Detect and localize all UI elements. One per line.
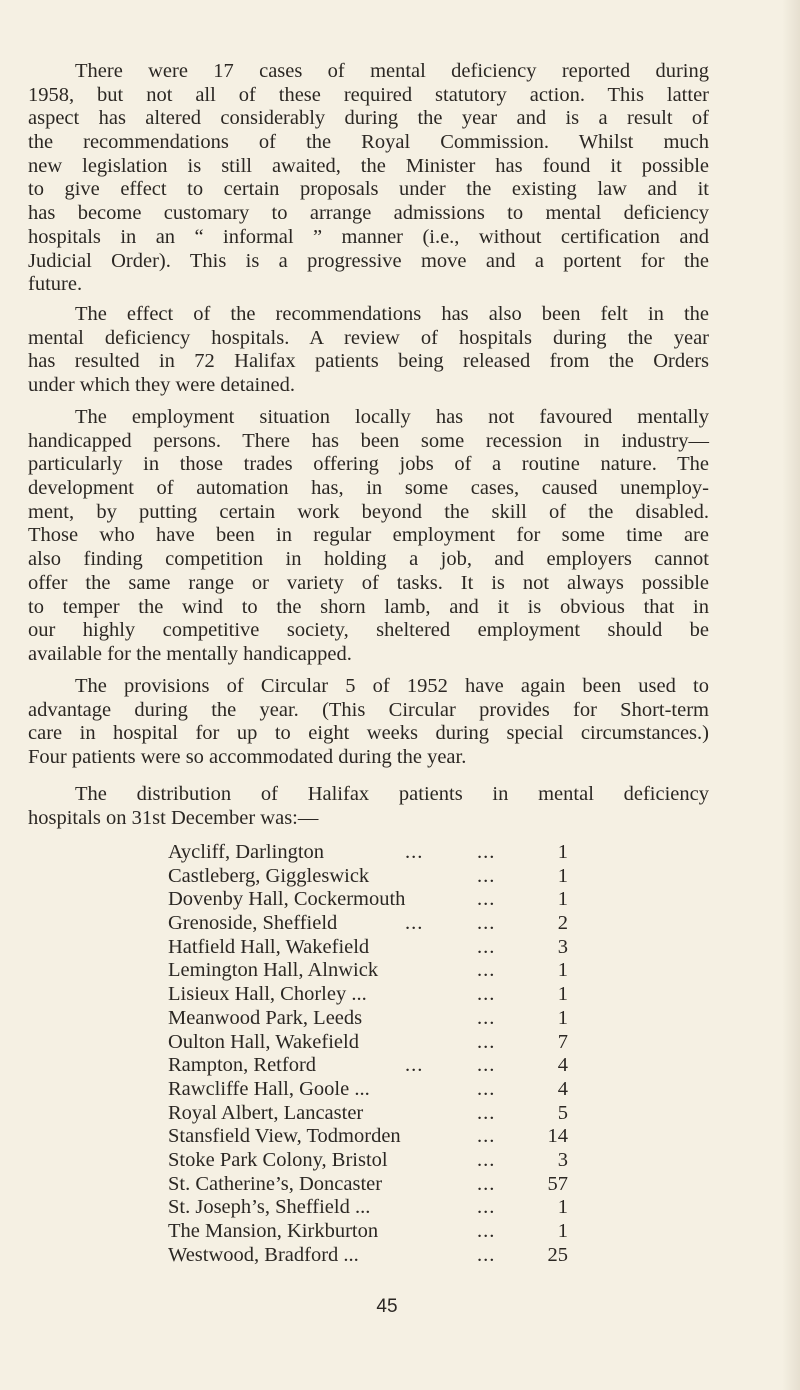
text-line: to give effect to certain proposals under the existing law and it [28, 178, 709, 201]
text-line: The provisions of Circular 5 of 1952 have again been used to [75, 675, 709, 697]
patient-count: 1 [557, 959, 568, 982]
text-line: also finding competition in holding a job, and employers cannot [28, 548, 709, 571]
table-row [168, 841, 568, 865]
text-line: the recommendations of the Royal Commission. Whilst much [28, 131, 709, 154]
table-row [168, 1196, 568, 1220]
text-line: handicapped persons. There has been some recession in industry— [28, 429, 709, 452]
text-line: particularly in those trades offering jobs of a routine nature. The [28, 453, 709, 476]
table-row [168, 1031, 568, 1055]
dot-leader: ... [477, 1030, 496, 1053]
text-line: The distribution of Halifax patients in mental deficiency [75, 783, 709, 805]
dot-leader: ... [477, 864, 496, 887]
text-line: Those who have been in regular employment for some time are [28, 524, 709, 547]
text-line: offer the same range or variety of tasks. It is not always possible [28, 571, 709, 594]
patient-count: 5 [557, 1101, 568, 1124]
text-line: future. [28, 273, 83, 296]
dot-leader: ... [477, 1148, 496, 1171]
patient-count: 7 [557, 1030, 568, 1053]
text-line: development of automation has, in some cases, caused unemploy- [28, 477, 709, 500]
hospital-name: St. Joseph’s, Sheffield ... [168, 1196, 371, 1219]
dot-leader: ... [477, 1196, 496, 1219]
table-row [168, 1054, 568, 1078]
dot-leader: ... [477, 912, 496, 935]
dot-leader: ... [477, 888, 496, 911]
patient-count: 1 [557, 864, 568, 887]
text-line: There were 17 cases of mental deficiency reported during [75, 60, 709, 82]
dot-leader: ... [477, 1006, 496, 1029]
dot-leader: ... [477, 1054, 496, 1077]
dot-leader: ... [477, 935, 496, 958]
hospital-name: Westwood, Bradford ... [168, 1243, 359, 1266]
dot-leader: ... [477, 959, 496, 982]
table-row [168, 1007, 568, 1031]
table-row [168, 1220, 568, 1244]
table-row [168, 888, 568, 912]
paragraph-distribution-intro [28, 783, 709, 830]
table-row [168, 1149, 568, 1173]
table-row [168, 865, 568, 889]
dot-leader: ... [405, 912, 424, 935]
table-row [168, 936, 568, 960]
hospital-name: Lisieux Hall, Chorley ... [168, 983, 367, 1006]
patient-count: 4 [557, 1054, 568, 1077]
hospital-name: Stansfield View, Todmorden [168, 1125, 401, 1148]
patient-count: 1 [557, 888, 568, 911]
hospital-name: Rawcliffe Hall, Goole ... [168, 1077, 370, 1100]
text-line: advantage during the year. (This Circular provides for Short-term [28, 698, 709, 721]
text-line: The effect of the recommendations has also been felt in the [75, 303, 709, 325]
text-line: ment, by putting certain work beyond the skill of the disabled. [28, 500, 709, 523]
text-line: new legislation is still awaited, the Minister has found it possible [28, 154, 709, 177]
table-row [168, 1102, 568, 1126]
hospital-distribution-table [168, 841, 568, 1267]
text-line: mental deficiency hospitals. A review of hospitals during the year [28, 326, 709, 349]
dot-leader: ... [477, 1125, 496, 1148]
patient-count: 57 [547, 1172, 568, 1195]
patient-count: 1 [557, 1006, 568, 1029]
hospital-name: Grenoside, Sheffield [168, 912, 338, 935]
patient-count: 1 [557, 1196, 568, 1219]
dot-leader: ... [477, 1172, 496, 1195]
text-line: to temper the wind to the shorn lamb, and it is obvious that in [28, 595, 709, 618]
text-line: The employment situation locally has not favoured mentally [75, 406, 709, 428]
patient-count: 3 [557, 1148, 568, 1171]
text-line: care in hospital for up to eight weeks during special circumstances.) [28, 722, 709, 745]
dot-leader: ... [477, 1077, 496, 1100]
hospital-name: Rampton, Retford [168, 1054, 317, 1077]
text-line: available for the mentally handicapped. [28, 642, 352, 665]
page-number: 45 [376, 1296, 398, 1317]
patient-count: 1 [557, 983, 568, 1006]
hospital-name: Meanwood Park, Leeds [168, 1006, 363, 1029]
table-row [168, 1244, 568, 1268]
text-line: hospitals on 31st December was:— [28, 806, 319, 829]
hospital-name: Castleberg, Giggleswick [168, 864, 370, 887]
patient-count: 3 [557, 935, 568, 958]
dot-leader: ... [477, 983, 496, 1006]
text-line: Judicial Order). This is a progressive move and a portent for the [28, 249, 709, 272]
paragraph-recommendations-effect [28, 303, 709, 398]
patient-count: 1 [557, 841, 568, 863]
hospital-name: Royal Albert, Lancaster [168, 1101, 364, 1124]
table-row [168, 912, 568, 936]
patient-count: 2 [557, 912, 568, 935]
paragraph-mental-deficiency-cases [28, 60, 709, 297]
hospital-name: Hatfield Hall, Wakefield [168, 935, 370, 958]
patient-count: 1 [557, 1220, 568, 1242]
hospital-name: Aycliff, Darlington [168, 841, 325, 863]
text-line: has become customary to arrange admissions to mental deficiency [28, 202, 709, 225]
dot-leader: ... [405, 841, 424, 863]
patient-count: 4 [557, 1077, 568, 1100]
table-row [168, 1125, 568, 1149]
text-line: Four patients were so accommodated during the year. [28, 746, 467, 769]
text-line: our highly competitive society, sheltered employment should be [28, 619, 709, 642]
text-line: under which they were detained. [28, 374, 295, 397]
text-line: has resulted in 72 Halifax patients being released from the Orders [28, 350, 709, 373]
hospital-name: Dovenby Hall, Cockermouth [168, 888, 406, 911]
dot-leader: ... [477, 841, 496, 863]
patient-count: 25 [547, 1243, 568, 1266]
hospital-name: St. Catherine’s, Doncaster [168, 1172, 383, 1195]
table-row [168, 959, 568, 983]
text-line: 1958, but not all of these required statutory action. This latter [28, 83, 709, 106]
table-row [168, 1078, 568, 1102]
table-row [168, 983, 568, 1007]
table-row [168, 1173, 568, 1197]
text-line: hospitals in an “ informal ” manner (i.e., without certification and [28, 225, 709, 248]
patient-count: 14 [547, 1125, 568, 1148]
dot-leader: ... [405, 1054, 424, 1077]
hospital-name: Lemington Hall, Alnwick [168, 959, 379, 982]
text-line: aspect has altered considerably during the year and is a result of [28, 107, 709, 130]
hospital-name: Stoke Park Colony, Bristol [168, 1148, 388, 1171]
paragraph-employment-situation [28, 406, 709, 667]
paragraph-circular-provisions [28, 675, 709, 770]
dot-leader: ... [477, 1220, 496, 1242]
hospital-name: The Mansion, Kirkburton [168, 1220, 379, 1242]
hospital-name: Oulton Hall, Wakefield [168, 1030, 359, 1053]
dot-leader: ... [477, 1101, 496, 1124]
page-edge-shadow [782, 0, 800, 1390]
dot-leader: ... [477, 1243, 496, 1266]
